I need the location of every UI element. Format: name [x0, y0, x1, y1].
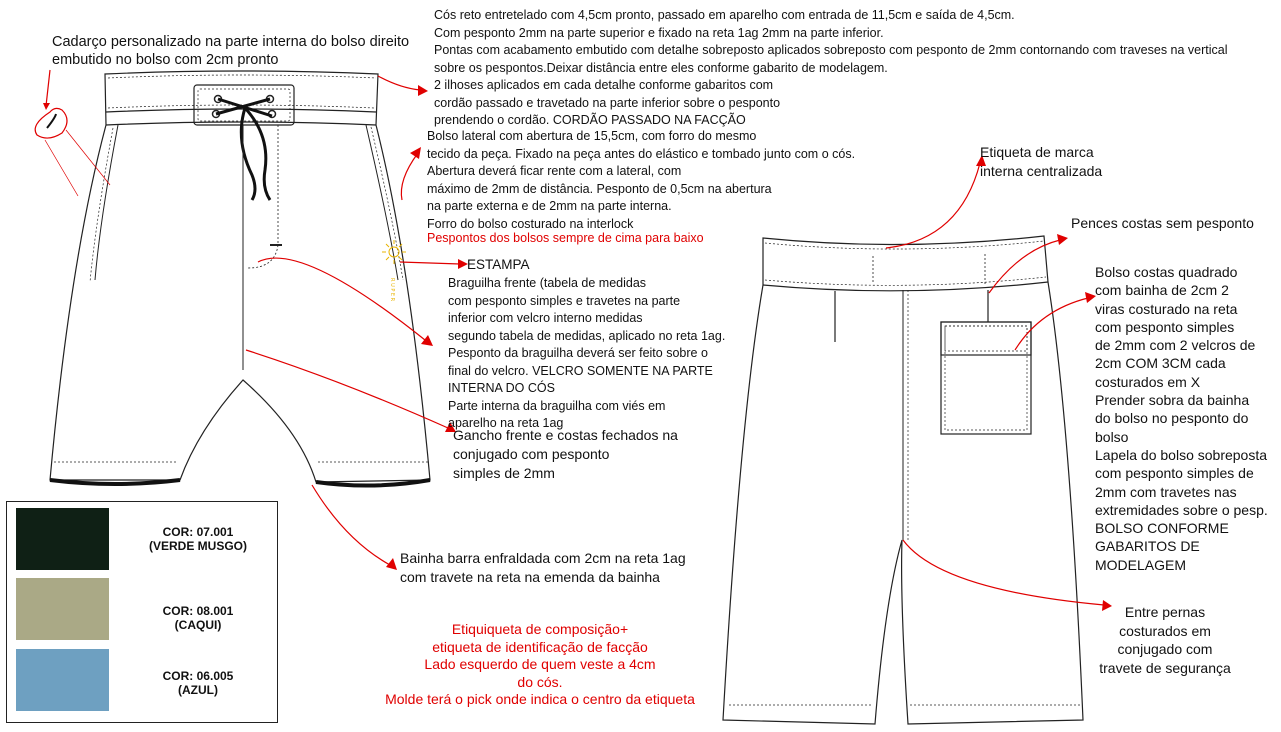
rise-note: Gancho frente e costas fechados na conjugado com pesponto simples de 2mm: [453, 427, 678, 481]
brand-label-note: Etiqueta de marca interna centralizada: [980, 144, 1103, 179]
inseam-note: Entre pernas costurados em conjugado com travete de segurança: [1099, 604, 1231, 676]
color-code: COR: 06.005: [162, 669, 234, 683]
color-label-caqui: [123, 604, 273, 632]
back-pocket-note: Bolso costas quadrado com bainha de 2cm 2 viras costurado na reta com pesponto simples de 2mm com 2 velcros de 2cm COM 3CM cada costurados em X Prender sobra da bainha do bolso no pesponto do bolso Lapela do bolso sobreposta com pesponto simples de 2mm com travetes nas extremidades sobre o pesp. BOLSO CONFORME GABARITOS DE MODELAGEM: [1095, 264, 1268, 573]
color-code: COR: 08.001: [162, 604, 234, 618]
side-pocket-note: Bolso lateral com abertura de 15,5cm, com forro do mesmo tecido da peça. Fixado na peça antes do elástico e tombado junto com o cós. Abertura deverá ficar rente com a lateral, com máximo de 2mm de distância. Pesponto de 0,5cm na abertura na parte externa e de 2mm na parte interna. Forro do bolso costurado na interlock: [427, 129, 856, 231]
print-note: ESTAMPA: [467, 257, 530, 272]
color-name: (CAQUI): [174, 618, 222, 632]
color-name: (VERDE MUSGO): [148, 539, 247, 553]
drawcord-note: Cadarço personalizado na parte interna do bolso direito embutido no bolso com 2cm pronto: [52, 34, 410, 68]
color-swatch-verde-musgo: [16, 508, 109, 570]
print-text: R U P E R: [389, 278, 395, 302]
color-label-verde-musgo: [123, 525, 273, 553]
color-code: COR: 07.001: [162, 525, 234, 539]
waistband-note: Cós reto entretelado com 4,5cm pronto, passado em aparelho com entrada de 11,5cm e saída de 4,5cm. Com pesponto 2mm na parte superior e fixado na reta 1ag 2mm na parte inferior. Pontas com acabamento embutido com detalhe sobreposto aplicados sobreposto com pesponto de 2mm contornando com traveses na vertical sobre os pespontos.Deixar distância entre eles conforme gabarito de modelagem. 2 ilhoses aplicados em cada detalhe conforme gabaritos com cordão passado e travetado na parte inferior sobre o pesponto prendendo o cordão. CORDÃO PASSADO NA FACÇÃO: [434, 8, 1228, 127]
color-swatch-caqui: [16, 578, 109, 640]
labels-red-note: Etiquiqueta de composição+ etiqueta de identificação de facção Lado esquerdo de quem veste a 4cm do cós. Molde terá o pick onde indica o centro da etiqueta: [385, 621, 695, 707]
color-label-azul: [123, 669, 273, 697]
color-name: (AZUL): [178, 683, 218, 697]
fly-note: Braguilha frente (tabela de medidas com pesponto simples e travetes na parte inferior com velcro interno medidas segundo tabela de medidas, aplicado no reta 1ag. Pesponto da braguilha deverá ser feito sobre o final do velcro. VELCRO SOMENTE NA PARTE INTERNA DO CÓS Parte interna da braguilha com viés em aparelho na reta 1ag: [448, 276, 726, 430]
side-pocket-red-note: Pespontos dos bolsos sempre de cima para baixo: [427, 231, 704, 245]
hem-note: Bainha barra enfraldada com 2cm na reta 1ag com travete na reta na emenda da bainha: [400, 550, 686, 585]
color-legend: [6, 501, 278, 723]
back-shorts-drawing: [723, 236, 1083, 724]
color-swatch-azul: [16, 649, 109, 711]
darts-note: Pences costas sem pesponto: [1071, 215, 1254, 231]
front-shorts-drawing: [50, 71, 430, 486]
